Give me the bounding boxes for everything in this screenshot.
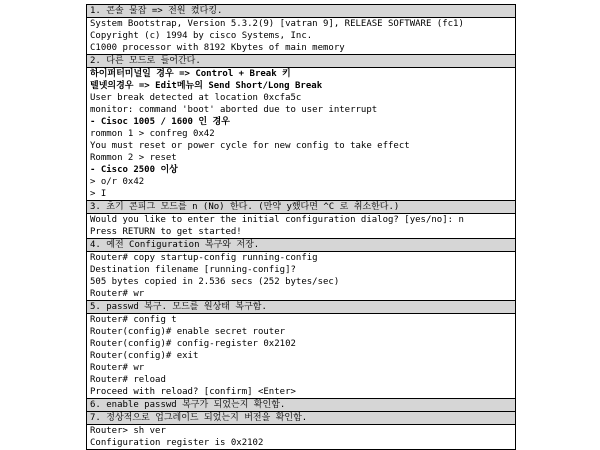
console-line: User break detected at location 0xcfa5c [90,93,302,103]
section-header: 1. 콘솔 물잡 => 전원 켰다킹. [87,5,515,18]
console-line: Router# config t [90,315,177,325]
console-line: C1000 processor with 8192 Kbytes of main memory [90,43,345,53]
console-line: Would you like to enter the initial configuration dialog? [yes/no]: n [90,215,464,225]
console-line: Router(config)# config-register 0x2102 [90,339,296,349]
console-line: - Cisoc 1005 / 1600 인 경우 [90,117,230,127]
console-line: Rommon 2 > reset [90,153,177,163]
section-header: 5. passwd 복구. 모드를 원상태 복구함. [87,301,515,314]
console-line: monitor: command 'boot' aborted due to user interrupt [90,105,378,115]
section-body [87,18,515,55]
console-line: Router> sh ver [90,426,166,436]
console-line: Router(config)# exit [90,351,199,361]
section-body [87,214,515,239]
section-header: 6. enable passwd 복구가 되었는지 확인함. [87,399,515,412]
section-body [87,68,515,201]
console-line: 505 bytes copied in 2.536 secs (252 bytes/sec) [90,277,340,287]
console-line: - Cisco 2500 이상 [90,165,178,175]
console-line: Router# wr [90,363,145,373]
document-table [86,4,516,450]
console-line: > o/r 0x42 [90,177,145,187]
console-line: Router# copy startup-config running-config [90,253,318,263]
section-header: 3. 초기 콘피그 모드를 n (No) 한다. (만약 y했다면 ^C 로 취소한다.) [87,201,515,214]
section-header: 7. 정상적으로 업그레이드 되었는지 버전을 확인함. [87,412,515,425]
console-line: Configuration register is 0x2102 [90,438,264,448]
console-line: Router# wr [90,289,145,299]
section-body [87,425,515,449]
console-line: Router# reload [90,375,166,385]
console-line: > I [90,189,107,199]
console-line: Press RETURN to get started! [90,227,242,237]
console-line: Router(config)# enable secret router [90,327,286,337]
console-line: Proceed with reload? [confirm] <Enter> [90,387,296,397]
console-line: You must reset or power cycle for new config to take effect [90,141,410,151]
console-line: System Bootstrap, Version 5.3.2(9) [vatran 9], RELEASE SOFTWARE (fc1) [90,19,464,29]
console-line: Destination filename [running-config]? [90,265,296,275]
console-line: 텔넷의경우 => Edit메뉴의 Send Short/Long Break [90,81,323,91]
section-body [87,252,515,301]
console-line: Copyright (c) 1994 by cisco Systems, Inc. [90,31,313,41]
section-header: 2. 다른 모드로 들어간다. [87,55,515,68]
section-header: 4. 예전 Configuration 복구와 저장. [87,239,515,252]
console-line: 하이퍼터미널일 경우 => Control + Break 키 [90,69,291,79]
section-body [87,314,515,399]
console-line: rommon 1 > confreg 0x42 [90,129,215,139]
